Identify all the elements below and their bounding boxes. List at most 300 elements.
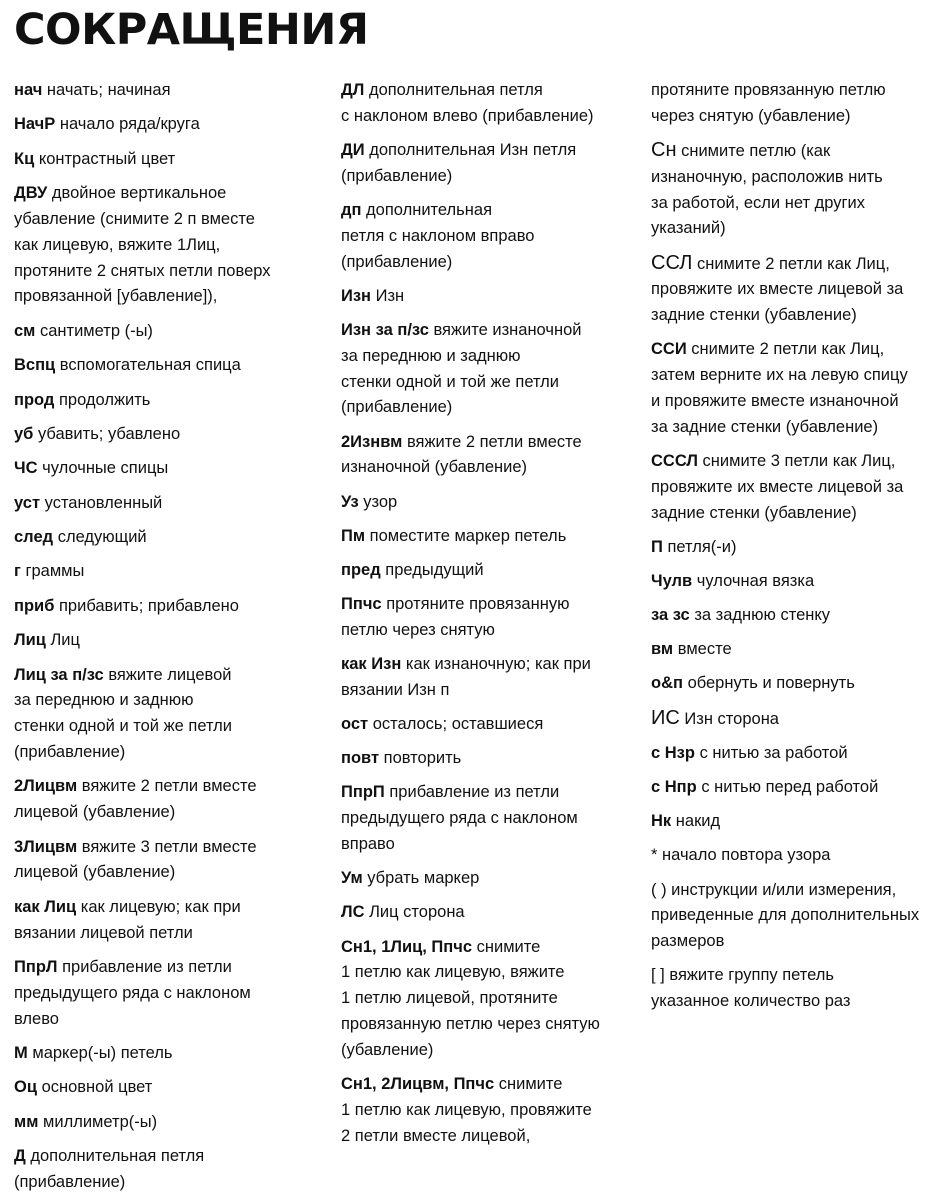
glossary-entry: [651, 535, 929, 561]
definition-text: следующий: [57, 528, 147, 547]
definition-text: как лицевую, вяжите 1Лиц,: [14, 235, 221, 254]
entry-line: [341, 455, 643, 481]
entry-line: [14, 663, 332, 689]
definition-text: протяните провязанную: [386, 595, 570, 614]
definition-text: (прибавление): [341, 398, 453, 417]
definition-text: как лицевую; как при: [80, 897, 241, 916]
abbreviation: нач: [14, 81, 43, 99]
abbreviation: ССЛ: [651, 251, 693, 274]
definition-text: снимите: [476, 937, 541, 956]
abbreviation: СССЛ: [651, 451, 698, 470]
entry-line: [341, 430, 643, 456]
definition-text: за переднюю и заднюю: [14, 691, 194, 710]
entry-line: [14, 147, 332, 173]
definition-text: как изнаночную; как при: [405, 655, 591, 674]
abbreviation: Нк: [651, 812, 672, 831]
glossary-entry: [14, 663, 332, 766]
abbreviation: ЧС: [14, 459, 38, 478]
definition-text: вместе: [677, 640, 732, 659]
abbreviation: Чулв: [651, 571, 693, 590]
entry-line: [14, 78, 332, 104]
glossary-entry: [651, 449, 929, 526]
definition-text: с нитью перед работой: [701, 778, 879, 797]
glossary-entry: [341, 780, 643, 857]
entry-line: [14, 181, 332, 207]
definition-text: начало повтора узора: [662, 846, 831, 865]
abbreviation: как Изн: [341, 655, 402, 674]
entry-line: [651, 389, 929, 415]
glossary-entry: [651, 138, 929, 242]
entry-line: [651, 706, 929, 733]
definition-text: маркер(-ы) петель: [32, 1043, 173, 1062]
definition-text: чулочные спицы: [42, 459, 169, 478]
glossary-entry: [651, 78, 929, 130]
glossary-entry: [14, 1110, 332, 1136]
entry-line: [14, 319, 332, 345]
entry-line: [651, 501, 929, 527]
glossary-entry: [14, 388, 332, 414]
glossary-entry: [341, 284, 643, 310]
glossary-entry: [651, 843, 929, 869]
glossary-entry: [651, 671, 929, 697]
definition-text: за заднюю стенку: [694, 606, 831, 625]
glossary-entry: [341, 138, 643, 190]
definition-text: влево: [14, 1009, 59, 1028]
abbreviation: ост: [341, 715, 369, 734]
abbreviation: Вспц: [14, 356, 56, 375]
entry-line: [341, 935, 643, 961]
entry-line: [341, 558, 643, 584]
definition-text: (прибавление): [14, 743, 126, 762]
glossary-entry: [341, 524, 643, 550]
glossary-entry: [14, 147, 332, 173]
abbreviation: 2Лицвм: [14, 777, 78, 796]
entry-line: [341, 1072, 643, 1098]
entry-line: [651, 138, 929, 165]
entry-line: [14, 895, 332, 921]
abbreviation: ( ): [651, 880, 667, 899]
glossary-entry: [341, 430, 643, 482]
entry-line: [651, 216, 929, 242]
entry-line: [341, 618, 643, 644]
page-title: СОКРАЩЕНИЯ: [14, 5, 369, 55]
glossary-entry: [14, 559, 332, 585]
abbreviation: приб: [14, 596, 55, 615]
abbreviation: о&п: [651, 674, 683, 693]
abbreviation: прод: [14, 390, 55, 409]
entry-line: [14, 1007, 332, 1033]
entry-line: [651, 775, 929, 801]
definition-text: протяните провязанную петлю: [651, 81, 886, 99]
entry-line: [651, 277, 929, 303]
definition-text: убрать маркер: [367, 869, 480, 888]
glossary-entry: [651, 706, 929, 733]
glossary-entry: [651, 963, 929, 1015]
glossary-entry: [341, 652, 643, 704]
definition-text: предыдущего ряда с наклоном: [341, 809, 578, 828]
entry-line: [341, 395, 643, 421]
definition-text: затем верните их на левую спицу: [651, 366, 908, 385]
definition-text: снимите петлю (как: [681, 141, 831, 160]
entry-line: [651, 843, 929, 869]
entry-line: [341, 806, 643, 832]
entry-line: [341, 250, 643, 276]
glossary-entry: [651, 569, 929, 595]
definition-text: и провяжите вместе изнаночной: [651, 391, 899, 410]
entry-line: [651, 989, 929, 1015]
abbreviation: Пм: [341, 526, 366, 545]
entry-line: [651, 603, 929, 629]
abbreviation: вм: [651, 640, 674, 659]
entry-line: [14, 388, 332, 414]
entry-line: [651, 337, 929, 363]
entry-line: [14, 207, 332, 233]
definition-text: прибавление из петли: [62, 958, 232, 976]
definition-text: задние стенки (убавление): [651, 503, 857, 522]
glossary-entry: [651, 775, 929, 801]
definition-text: указаний): [651, 219, 726, 238]
entry-line: [341, 712, 643, 738]
entry-line: [14, 456, 332, 482]
entry-line: [14, 1110, 332, 1136]
entry-line: [651, 809, 929, 835]
glossary-entry: [14, 78, 332, 104]
entry-line: [341, 490, 643, 516]
definition-text: с наклоном влево (прибавление): [341, 106, 594, 125]
abbreviation: Ппчс: [341, 595, 382, 614]
entry-line: [341, 832, 643, 858]
definition-text: снимите: [498, 1074, 563, 1093]
definition-text: изнаночной (убавление): [341, 458, 528, 477]
definition-text: провязанной [убавление]),: [14, 287, 218, 306]
abbreviation: М: [14, 1043, 28, 1062]
entry-line: [651, 569, 929, 595]
entry-line: [14, 1075, 332, 1101]
abbreviation: г: [14, 562, 21, 581]
entry-line: [14, 284, 332, 310]
entry-line: [651, 963, 929, 989]
definition-text: стенки одной и той же петли: [341, 372, 560, 391]
entry-line: [14, 525, 332, 551]
definition-text: сантиметр (-ы): [39, 321, 153, 340]
abbreviation: как Лиц: [14, 897, 77, 916]
definition-text: с нитью за работой: [699, 743, 848, 762]
entry-line: [14, 688, 332, 714]
definition-text: накид: [675, 812, 721, 831]
definition-text: вяжите 2 петли вместе: [406, 432, 582, 451]
abbreviation: Сн1, 1Лиц, Ппчс: [341, 937, 473, 956]
entry-line: [651, 303, 929, 329]
entry-line: [14, 860, 332, 886]
abbreviation: Изн: [341, 286, 372, 305]
entry-line: [14, 774, 332, 800]
entry-line: [341, 1124, 643, 1150]
definition-text: дополнительная Изн петля: [369, 140, 577, 159]
glossary-entry: [341, 558, 643, 584]
abbreviation: Сн: [651, 138, 677, 161]
entry-line: [14, 1041, 332, 1067]
glossary-entry: [341, 592, 643, 644]
abbreviation: ЛС: [341, 903, 365, 922]
glossary-entry: [14, 1075, 332, 1101]
abbreviation: П: [651, 537, 663, 556]
glossary-entry: [341, 935, 643, 1064]
definition-text: петлю через снятую: [341, 620, 495, 639]
glossary-entry: [14, 835, 332, 887]
definition-text: прибавление из петли: [389, 783, 560, 802]
definition-text: установленный: [44, 493, 163, 512]
abbreviation: ПпрП: [341, 783, 385, 802]
entry-line: [14, 628, 332, 654]
glossary-entry: [341, 490, 643, 516]
entry-line: [341, 986, 643, 1012]
definition-text: снимите 2 петли как Лиц,: [691, 340, 885, 359]
entry-line: [341, 652, 643, 678]
entry-line: [14, 740, 332, 766]
abbreviation: повт: [341, 749, 380, 768]
definition-text: петля(-и): [667, 537, 737, 556]
abbreviation: дп: [341, 200, 362, 219]
definition-text: дополнительная петля: [30, 1147, 205, 1166]
glossary-entry: [14, 1041, 332, 1067]
column-1: [14, 78, 332, 1204]
definition-text: вяжите 3 петли вместе: [81, 837, 257, 856]
definition-text: Изн: [375, 286, 405, 305]
entry-line: [341, 1038, 643, 1064]
abbreviation: *: [651, 846, 658, 865]
definition-text: 1 петлю как лицевую, вяжите: [341, 963, 565, 982]
abbreviation: с Нпр: [651, 778, 697, 797]
entry-line: [14, 594, 332, 620]
definition-text: повторить: [383, 749, 462, 768]
entry-line: [14, 714, 332, 740]
glossary-entry: [651, 337, 929, 440]
glossary-entry: [14, 895, 332, 947]
abbreviation: ИС: [651, 706, 680, 729]
definition-text: вязании Изн п: [341, 680, 450, 699]
abbreviation: Сн1, 2Лицвм, Ппчс: [341, 1074, 495, 1093]
definition-text: продолжить: [58, 390, 151, 409]
abbreviation: ДИ: [341, 140, 365, 159]
entry-line: [341, 1012, 643, 1038]
definition-text: прибавить; прибавлено: [58, 596, 239, 615]
entry-line: [341, 104, 643, 130]
entry-line: [651, 363, 929, 389]
abbreviation: ДВУ: [14, 184, 48, 203]
glossary-entry: [651, 741, 929, 767]
entry-line: [341, 78, 643, 104]
entry-line: [651, 929, 929, 955]
entry-line: [651, 637, 929, 663]
definition-text: Лиц: [50, 631, 80, 650]
glossary-entry: [14, 422, 332, 448]
definition-text: протяните 2 снятых петли поверх: [14, 261, 271, 280]
definition-text: снимите 2 петли как Лиц,: [696, 254, 890, 273]
definition-text: вправо: [341, 835, 395, 853]
entry-line: [341, 284, 643, 310]
entry-line: [651, 475, 929, 501]
definition-text: убавление (снимите 2 п вместе: [14, 209, 255, 228]
definition-text: (прибавление): [341, 252, 453, 271]
entry-line: [341, 524, 643, 550]
abbreviation: ДЛ: [341, 81, 365, 99]
abbreviation: см: [14, 321, 36, 340]
entry-line: [14, 921, 332, 947]
glossary-entry: [651, 637, 929, 663]
column-2: [341, 78, 643, 1158]
glossary-entry: [651, 251, 929, 329]
definition-text: 2 петли вместе лицевой,: [341, 1126, 531, 1145]
entry-line: [14, 353, 332, 379]
definition-text: Лиц сторона: [369, 903, 465, 922]
glossary-entry: [651, 878, 929, 955]
definition-text: дополнительная: [366, 200, 493, 219]
entry-line: [651, 903, 929, 929]
definition-text: начало ряда/круга: [59, 115, 200, 134]
definition-text: лицевой (убавление): [14, 803, 176, 822]
entry-line: [14, 1170, 332, 1196]
definition-text: петля с наклоном вправо: [341, 226, 535, 245]
definition-text: начать; начиная: [46, 81, 171, 99]
entry-line: [651, 449, 929, 475]
glossary-entry: [14, 628, 332, 654]
glossary-entry: [14, 594, 332, 620]
definition-text: предыдущий: [385, 560, 484, 579]
abbreviation: Ум: [341, 869, 363, 888]
definition-text: предыдущего ряда с наклоном: [14, 983, 251, 1002]
glossary-entry: [341, 866, 643, 892]
definition-text: чулочная вязка: [696, 571, 815, 590]
definition-text: вяжите 2 петли вместе: [81, 777, 257, 796]
abbreviation: Лиц: [14, 631, 46, 650]
abbreviation: Изн за п/зс: [341, 320, 429, 339]
entry-line: [341, 780, 643, 806]
abbreviation: [ ]: [651, 966, 665, 985]
definition-text: задние стенки (убавление): [651, 306, 857, 325]
glossary-entry: [341, 318, 643, 421]
entry-line: [14, 112, 332, 138]
abbreviation: мм: [14, 1112, 39, 1131]
definition-text: размеров: [651, 932, 725, 951]
abbreviation: уст: [14, 493, 41, 512]
definition-text: стенки одной и той же петли: [14, 717, 233, 736]
entry-line: [341, 746, 643, 772]
abbreviation: Д: [14, 1147, 26, 1166]
glossary-entry: [341, 900, 643, 926]
definition-text: вяжите группу петель: [669, 966, 835, 985]
glossary-entry: [341, 712, 643, 738]
entry-line: [341, 960, 643, 986]
abbreviation: за зс: [651, 606, 690, 625]
definition-text: вязании лицевой петли: [14, 923, 193, 942]
entry-line: [341, 344, 643, 370]
entry-line: [341, 592, 643, 618]
abbreviation: Оц: [14, 1078, 37, 1097]
entry-line: [651, 415, 929, 441]
glossary-entry: [14, 319, 332, 345]
entry-line: [651, 671, 929, 697]
definition-text: Изн сторона: [684, 709, 779, 728]
entry-line: [341, 198, 643, 224]
entry-line: [651, 78, 929, 104]
definition-text: снимите 3 петли как Лиц,: [702, 451, 896, 470]
glossary-entry: [341, 78, 643, 130]
definition-text: вяжите лицевой: [108, 665, 232, 684]
entry-line: [14, 233, 332, 259]
definition-text: поместите маркер петель: [369, 526, 567, 545]
definition-text: провязанную петлю через снятую: [341, 1014, 600, 1033]
entry-line: [14, 559, 332, 585]
glossary-entry: [14, 112, 332, 138]
entry-line: [651, 878, 929, 904]
entry-line: [341, 138, 643, 164]
glossary-entry: [651, 809, 929, 835]
glossary-entry: [14, 1144, 332, 1196]
entry-line: [341, 866, 643, 892]
entry-line: [651, 251, 929, 278]
abbreviation: ПпрЛ: [14, 958, 58, 976]
entry-line: [341, 1098, 643, 1124]
definition-text: за задние стенки (убавление): [651, 417, 879, 436]
definition-text: (убавление): [341, 1040, 434, 1059]
abbreviation: пред: [341, 560, 381, 579]
entry-line: [14, 800, 332, 826]
definition-text: инструкции и/или измерения,: [671, 880, 897, 899]
entry-line: [341, 224, 643, 250]
glossary-entry: [14, 456, 332, 482]
definition-text: двойное вертикальное: [51, 184, 227, 203]
definition-text: за переднюю и заднюю: [341, 346, 521, 365]
definition-text: через снятую (убавление): [651, 106, 851, 125]
abbreviation: НачР: [14, 115, 56, 134]
definition-text: (прибавление): [14, 1172, 126, 1191]
definition-text: приведенные для дополнительных: [651, 906, 920, 925]
definition-text: граммы: [25, 562, 85, 581]
glossary-entry: [14, 525, 332, 551]
definition-text: 1 петлю лицевой, протяните: [341, 989, 558, 1008]
glossary-entry: [14, 353, 332, 379]
definition-text: узор: [363, 492, 398, 511]
glossary-entry: [341, 198, 643, 275]
entry-line: [14, 259, 332, 285]
definition-text: за работой, если нет других: [651, 193, 865, 212]
entry-line: [651, 165, 929, 191]
glossary-entry: [341, 1072, 643, 1149]
definition-text: лицевой (убавление): [14, 863, 176, 882]
definition-text: 1 петлю как лицевую, провяжите: [341, 1100, 592, 1119]
abbreviation: Уз: [341, 492, 359, 511]
definition-text: основной цвет: [41, 1078, 153, 1097]
definition-text: осталось; оставшиеся: [372, 715, 544, 734]
abbreviation: Лиц за п/зс: [14, 665, 104, 684]
definition-text: изнаночную, расположив нить: [651, 167, 883, 186]
entry-line: [14, 491, 332, 517]
entry-line: [14, 1144, 332, 1170]
entry-line: [651, 191, 929, 217]
definition-text: миллиметр(-ы): [43, 1112, 158, 1131]
entry-line: [14, 422, 332, 448]
entry-line: [651, 741, 929, 767]
glossary-entry: [14, 181, 332, 310]
glossary-entry: [651, 603, 929, 629]
glossary-entry: [14, 955, 332, 1032]
abbreviation: Кц: [14, 149, 35, 168]
entry-line: [341, 318, 643, 344]
entry-line: [341, 164, 643, 190]
entry-line: [14, 981, 332, 1007]
definition-text: провяжите их вместе лицевой за: [651, 477, 904, 496]
abbreviation: след: [14, 528, 54, 547]
